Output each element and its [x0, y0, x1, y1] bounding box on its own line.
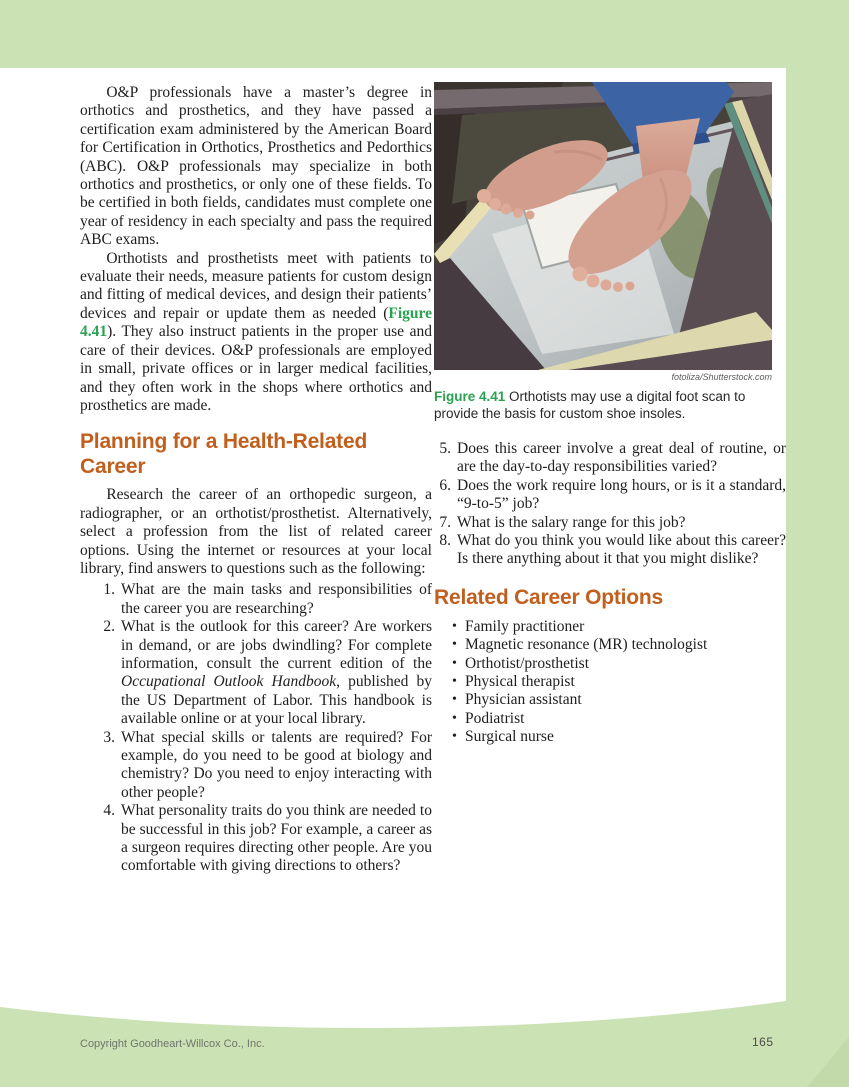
- career-option: • Orthotist/prosthetist: [452, 655, 786, 673]
- photo-credit: fotoliza/Shutterstock.com: [671, 372, 772, 382]
- page-bottom-curve: [0, 998, 786, 1042]
- question-item-4: [80, 802, 432, 876]
- question-item-2: [80, 618, 432, 728]
- question-text: What is the outlook for this career? Are workers in demand, or are jobs dwindling? For complete information, consult the current edition of the Occupational Outlook Handbook, published by the US Department of Labor. This handbook is available online or at your local library.: [121, 618, 432, 728]
- question-text: What special skills or talents are required? For example, do you need to be good at biology and chemistry? Do you need to enjoy interacting with other people?: [121, 728, 432, 801]
- left-column: [80, 84, 432, 876]
- question-item-8: [434, 532, 786, 569]
- question-number: 1.: [103, 581, 115, 599]
- book-title-italic: Occupational Outlook Handbook: [121, 673, 337, 691]
- section-heading-related-careers: Related Career Options: [434, 585, 663, 609]
- question-number: 5.: [439, 440, 451, 457]
- career-option: • Family practitioner: [452, 618, 786, 636]
- question-text: What do you think you would like about this career? Is there anything about it that you might dislike?: [457, 532, 786, 568]
- career-option: • Physical therapist: [452, 673, 786, 691]
- question-number: 3.: [103, 728, 115, 746]
- career-option: • Physician assistant: [452, 691, 786, 709]
- page-curl-shadow: [729, 997, 849, 1087]
- figure-caption: [434, 388, 772, 422]
- related-career-options-list: [434, 618, 786, 747]
- figure-photo: [434, 82, 772, 370]
- questions-list-1-4: [80, 581, 432, 876]
- foot-scan-photo-illustration: [434, 82, 772, 370]
- career-option: • Magnetic resonance (MR) technologist: [452, 636, 786, 654]
- page-white-area: [0, 68, 786, 998]
- question-number: 6.: [439, 476, 451, 494]
- question-number: 7.: [439, 513, 451, 531]
- paragraph-orthotists-text: Orthotists and prosthetists meet with patients to evaluate their needs, measure patients for custom design and fitting of medical devices, and design their patients’ devices and repair or update them as needed (: [80, 249, 432, 322]
- question-number: 4.: [103, 802, 115, 820]
- career-option: • Podiatrist: [452, 710, 786, 728]
- right-column: [434, 82, 786, 747]
- question-item-1: [80, 581, 432, 618]
- paragraph-orthotists-text-end: ). They also instruct patients in the proper use and care of their devices. O&P professionals are employed in small, private offices or in larger medical facilities, and they often work in the shops where orthotics and prosthetics are made.: [80, 323, 432, 414]
- questions-list-5-8: [434, 440, 786, 569]
- question-text: What are the main tasks and responsibilities of the career you are researching?: [121, 581, 432, 617]
- paragraph-research: Research the career of an orthopedic surgeon, a radiographer, or an orthotist/prosthetist. Alternatively, select a profession from the list of related career options. Using the internet or resources at your local library, find answers to questions such as the following:: [80, 486, 432, 577]
- question-text: What personality traits do you think are needed to be successful in this job? For example, a career as a surgeon requires directing other people. Are you comfortable with giving directions to others?: [121, 802, 432, 875]
- copyright-text: Copyright Goodheart-Willcox Co., Inc.: [80, 1038, 265, 1050]
- career-option: • Surgical nurse: [452, 728, 786, 746]
- question-text: What is the salary range for this job?: [457, 513, 686, 531]
- section-heading-planning: Planning for a Health-Related Career: [80, 430, 368, 479]
- paragraph-op-professionals: O&P professionals have a master’s degree in orthotics and prosthetics, and they have passed a certification exam administered by the American Board for Certification in Orthotics, Prosthetics and Pedorthics (ABC). O&P professionals may specialize in both orthotics and prosthetics, or only one of these fields. To be certified in both fields, candidates must complete one year of residency in each specialty and pass the required ABC exams.: [80, 84, 432, 249]
- question-text: Does the work require long hours, or is it a standard, “9-to-5” job?: [457, 476, 786, 513]
- question-number: 2.: [103, 618, 115, 636]
- question-item-5: [434, 440, 786, 477]
- figure-caption-text: Orthotists may use a digital foot scan to provide the basis for custom shoe insoles.: [434, 389, 746, 421]
- question-item-6: [434, 477, 786, 514]
- question-number: 8.: [439, 532, 451, 550]
- figure-label: Figure 4.41: [434, 389, 506, 404]
- paragraph-orthotists: [80, 250, 432, 416]
- question-item-3: [80, 729, 432, 803]
- question-item-7: [434, 514, 786, 532]
- page-number: 165: [752, 1035, 774, 1049]
- figure-reference: Figure 4.41: [80, 304, 432, 341]
- question-text: Does this career involve a great deal of routine, or are the day-to-day responsibilities varied?: [457, 440, 786, 476]
